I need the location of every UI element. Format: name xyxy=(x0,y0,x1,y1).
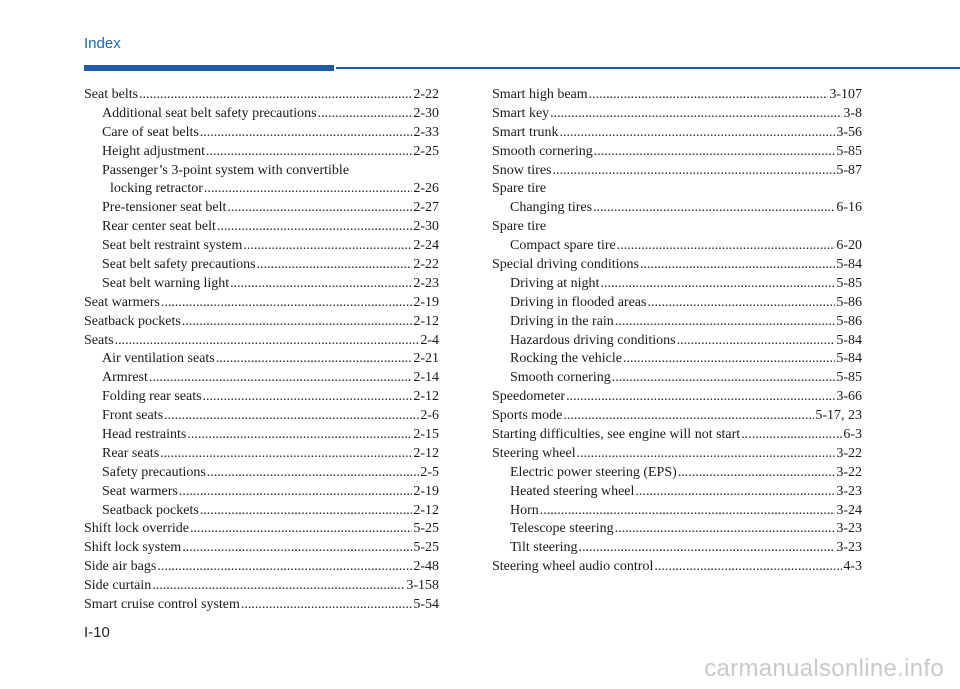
dot-leader xyxy=(243,237,412,256)
dot-leader xyxy=(678,464,836,483)
dot-leader xyxy=(190,520,412,539)
index-subentry xyxy=(84,199,439,218)
entry-page-ref: 2-26 xyxy=(413,181,439,197)
entry-label: Smart cruise control system xyxy=(84,597,240,613)
entry-label: Driving in the rain xyxy=(510,313,614,329)
entry-label: Steering wheel audio control xyxy=(492,559,654,575)
entry-page-ref: 5-54 xyxy=(413,597,439,613)
dot-leader xyxy=(200,502,413,521)
dot-leader xyxy=(179,483,413,502)
entry-page-ref: 2-6 xyxy=(420,408,439,424)
dot-leader xyxy=(217,218,412,237)
entry-page-ref: 2-33 xyxy=(413,124,439,140)
entry-label: Smart high beam xyxy=(492,87,588,102)
index-entry xyxy=(492,86,862,105)
entry-label: locking retractor xyxy=(110,181,203,197)
index-entry xyxy=(84,313,439,332)
index-subentry xyxy=(492,294,862,313)
dot-leader xyxy=(206,143,412,162)
index-subentry xyxy=(84,350,439,369)
entry-page-ref: 2-22 xyxy=(413,257,439,273)
dot-leader xyxy=(216,350,413,369)
entry-label: Seat belts xyxy=(84,87,139,102)
dot-leader xyxy=(617,237,836,256)
entry-page-ref: 2-4 xyxy=(420,332,439,348)
entry-label: Heated steering wheel xyxy=(510,483,635,499)
entry-page-ref: 5-25 xyxy=(413,540,439,556)
entry-label: Safety precautions xyxy=(102,464,206,480)
entry-label: Air ventilation seats xyxy=(102,351,215,367)
entry-label: Smooth cornering xyxy=(492,143,593,159)
entry-label: Telescope steering xyxy=(510,521,614,537)
dot-leader xyxy=(560,124,836,143)
entry-label: Steering wheel xyxy=(492,445,576,461)
dot-leader xyxy=(139,86,412,105)
entry-page-ref: 3-56 xyxy=(836,124,862,140)
header-rule-thick xyxy=(84,65,334,71)
index-entry xyxy=(492,256,862,275)
index-entry xyxy=(492,558,862,577)
index-subentry xyxy=(84,275,439,294)
entry-page-ref: 3-23 xyxy=(836,521,862,537)
entry-label: Smart trunk xyxy=(492,124,559,140)
entry-label: Side curtain xyxy=(84,578,152,594)
index-subentry xyxy=(492,350,862,369)
dot-leader xyxy=(640,256,835,275)
index-subentry xyxy=(84,237,439,256)
dot-leader xyxy=(677,332,836,351)
index-heading: Passenger’s 3-point system with convertible xyxy=(102,162,350,178)
index-subentry xyxy=(492,464,862,483)
index-subentry xyxy=(492,483,862,502)
entry-label: Seats xyxy=(84,332,114,348)
entry-page-ref: 3-158 xyxy=(406,578,439,594)
index-subentry xyxy=(84,143,439,162)
entry-page-ref: 3-8 xyxy=(843,105,862,121)
entry-label: Seat belt restraint system xyxy=(102,238,243,254)
entry-page-ref: 2-27 xyxy=(413,200,439,216)
entry-page-ref: 4-3 xyxy=(843,559,862,575)
entry-label: Compact spare tire xyxy=(510,238,616,254)
entry-page-ref: 2-21 xyxy=(413,351,439,367)
entry-label: Hazardous driving conditions xyxy=(510,332,676,348)
index-heading: Spare tire xyxy=(492,219,547,235)
entry-page-ref: 2-12 xyxy=(413,502,439,518)
entry-label: Seat warmers xyxy=(84,294,160,310)
dot-leader xyxy=(161,294,413,313)
dot-leader xyxy=(615,313,836,332)
dot-leader xyxy=(654,558,842,577)
entry-label: Special driving conditions xyxy=(492,257,639,273)
index-subentry xyxy=(492,313,862,332)
index-subentry xyxy=(492,199,862,218)
index-entry xyxy=(84,332,439,351)
dot-leader xyxy=(160,445,412,464)
index-subentry xyxy=(492,539,862,558)
entry-label: Seat belt warning light xyxy=(102,275,230,291)
entry-page-ref: 2-5 xyxy=(420,464,439,480)
entry-label: Seatback pockets xyxy=(102,502,199,518)
dot-leader xyxy=(182,539,412,558)
dot-leader xyxy=(550,105,842,124)
dot-leader xyxy=(164,407,419,426)
entry-page-ref: 6-16 xyxy=(836,200,862,216)
entry-label: Driving at night xyxy=(510,275,600,291)
dot-leader xyxy=(187,426,412,445)
watermark: carmanualsonline.info xyxy=(704,655,944,682)
index-subentry xyxy=(492,237,862,256)
entry-page-ref: 2-48 xyxy=(413,559,439,575)
index-entry xyxy=(492,162,862,181)
entry-label: Head restraints xyxy=(102,427,187,443)
entry-page-ref: 3-22 xyxy=(836,464,862,480)
entry-page-ref: 2-14 xyxy=(413,370,439,386)
entry-page-ref: 5-85 xyxy=(836,275,862,291)
index-subentry xyxy=(84,502,439,521)
entry-page-ref: 2-19 xyxy=(413,294,439,310)
entry-label: Seat belt safety precautions xyxy=(102,257,256,273)
index-entry xyxy=(84,86,439,105)
entry-page-ref: 2-25 xyxy=(413,143,439,159)
entry-label: Additional seat belt safety precautions xyxy=(102,105,317,121)
entry-page-ref: 3-24 xyxy=(836,502,862,518)
entry-label: Shift lock override xyxy=(84,521,189,537)
index-subentry xyxy=(492,502,862,521)
entry-page-ref: 2-22 xyxy=(413,87,439,102)
index-subentry xyxy=(84,483,439,502)
dot-leader xyxy=(540,502,836,521)
index-subentry xyxy=(84,124,439,143)
page-number: I-10 xyxy=(84,624,110,641)
dot-leader xyxy=(115,332,420,351)
entry-label: Front seats xyxy=(102,408,164,424)
index-entry xyxy=(492,124,862,143)
entry-page-ref: 5-85 xyxy=(836,143,862,159)
entry-page-ref: 2-12 xyxy=(413,313,439,329)
entry-label: Height adjustment xyxy=(102,143,206,159)
entry-page-ref: 3-23 xyxy=(836,483,862,499)
dot-leader xyxy=(257,256,413,275)
dot-leader xyxy=(230,275,412,294)
entry-label: Rear center seat belt xyxy=(102,219,216,235)
entry-label: Tilt steering xyxy=(510,540,578,556)
index-entry xyxy=(492,388,862,407)
index-subentry xyxy=(492,332,862,351)
dot-leader xyxy=(600,275,835,294)
entry-page-ref: 2-12 xyxy=(413,445,439,461)
index-heading: Spare tire xyxy=(492,181,547,197)
index-subentry xyxy=(492,520,862,539)
entry-label: Care of seat belts xyxy=(102,124,199,140)
dot-leader xyxy=(149,369,412,388)
entry-label: Shift lock system xyxy=(84,540,182,556)
dot-leader xyxy=(594,143,836,162)
entry-page-ref: 5-84 xyxy=(836,332,862,348)
entry-page-ref: 5-87 xyxy=(836,162,862,178)
entry-label: Sports mode xyxy=(492,408,563,424)
entry-page-ref: 5-86 xyxy=(836,313,862,329)
entry-label: Horn xyxy=(510,502,539,518)
dot-leader xyxy=(563,407,814,426)
dot-leader xyxy=(207,464,420,483)
dot-leader xyxy=(579,539,836,558)
index-entry xyxy=(84,539,439,558)
dot-leader xyxy=(647,294,835,313)
entry-page-ref: 3-107 xyxy=(829,87,862,102)
dot-leader xyxy=(227,199,412,218)
index-entry xyxy=(84,520,439,539)
entry-page-ref: 5-25 xyxy=(413,521,439,537)
index-subentry xyxy=(84,180,439,199)
header-rule-thin xyxy=(336,67,960,69)
index-subentry xyxy=(492,275,862,294)
entry-page-ref: 5-17, 23 xyxy=(815,408,862,424)
section-title: Index xyxy=(84,35,121,52)
dot-leader xyxy=(152,577,405,596)
entry-label: Snow tires xyxy=(492,162,552,178)
dot-leader xyxy=(593,199,835,218)
dot-leader xyxy=(589,86,829,105)
index-entry xyxy=(84,596,439,615)
index-subentry xyxy=(84,407,439,426)
index-subentry xyxy=(492,369,862,388)
index-entry xyxy=(492,105,862,124)
dot-leader xyxy=(612,369,836,388)
dot-leader xyxy=(200,124,413,143)
entry-page-ref: 5-84 xyxy=(836,351,862,367)
dot-leader xyxy=(615,520,836,539)
index-entry xyxy=(492,143,862,162)
dot-leader xyxy=(157,558,412,577)
entry-page-ref: 2-19 xyxy=(413,483,439,499)
index-entry xyxy=(492,445,862,464)
dot-leader xyxy=(553,162,836,181)
entry-page-ref: 3-23 xyxy=(836,540,862,556)
dot-leader xyxy=(623,350,835,369)
dot-leader xyxy=(635,483,835,502)
entry-label: Smart key xyxy=(492,105,550,121)
entry-label: Rocking the vehicle xyxy=(510,351,622,367)
entry-page-ref: 2-23 xyxy=(413,275,439,291)
entry-page-ref: 2-24 xyxy=(413,238,439,254)
entry-page-ref: 5-86 xyxy=(836,294,862,310)
dot-leader xyxy=(741,426,842,445)
index-subentry xyxy=(84,105,439,124)
entry-page-ref: 3-22 xyxy=(836,445,862,461)
index-entry xyxy=(492,426,862,445)
index-entry xyxy=(84,558,439,577)
entry-page-ref: 3-66 xyxy=(836,389,862,405)
dot-leader xyxy=(203,388,413,407)
entry-label: Driving in flooded areas xyxy=(510,294,647,310)
entry-label: Changing tires xyxy=(510,200,593,216)
dot-leader xyxy=(566,388,835,407)
dot-leader xyxy=(182,313,413,332)
index-subentry xyxy=(84,445,439,464)
dot-leader xyxy=(204,180,412,199)
entry-label: Pre-tensioner seat belt xyxy=(102,200,227,216)
entry-label: Rear seats xyxy=(102,445,160,461)
index-column-right xyxy=(492,86,862,577)
index-entry xyxy=(84,294,439,313)
entry-page-ref: 2-15 xyxy=(413,427,439,443)
index-entry xyxy=(492,407,862,426)
entry-label: Electric power steering (EPS) xyxy=(510,464,677,480)
entry-label: Armrest xyxy=(102,370,148,386)
entry-page-ref: 5-84 xyxy=(836,257,862,273)
index-subentry xyxy=(84,388,439,407)
entry-page-ref: 2-30 xyxy=(413,219,439,235)
entry-label: Seatback pockets xyxy=(84,313,181,329)
dot-leader xyxy=(241,596,412,615)
entry-label: Smooth cornering xyxy=(510,370,611,386)
index-subentry xyxy=(84,369,439,388)
entry-page-ref: 2-30 xyxy=(413,105,439,121)
entry-page-ref: 6-20 xyxy=(836,238,862,254)
index-subentry xyxy=(84,426,439,445)
dot-leader xyxy=(318,105,413,124)
index-subentry xyxy=(84,464,439,483)
entry-label: Speedometer xyxy=(492,389,566,405)
dot-leader xyxy=(577,445,836,464)
entry-label: Folding rear seats xyxy=(102,389,202,405)
index-entry xyxy=(84,577,439,596)
index-subentry xyxy=(84,256,439,275)
entry-label: Seat warmers xyxy=(102,483,178,499)
index-column-left xyxy=(84,86,439,615)
entry-page-ref: 5-85 xyxy=(836,370,862,386)
entry-page-ref: 2-12 xyxy=(413,389,439,405)
entry-label: Side air bags xyxy=(84,559,157,575)
entry-label: Starting difficulties, see engine will not start xyxy=(492,427,741,443)
entry-page-ref: 6-3 xyxy=(843,427,862,443)
index-subentry xyxy=(84,218,439,237)
